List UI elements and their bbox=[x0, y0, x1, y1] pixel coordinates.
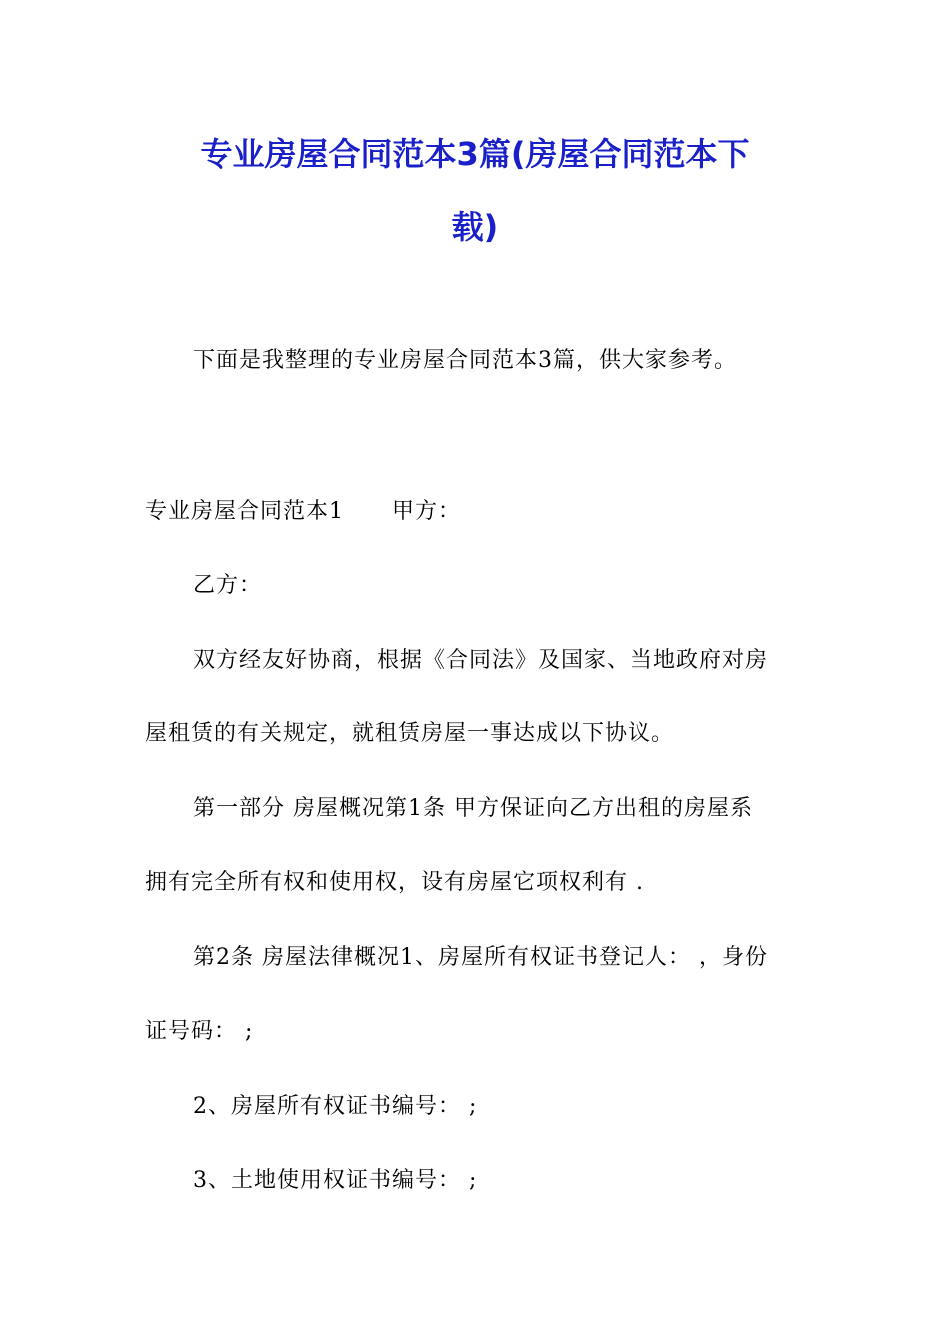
paragraph-1-line-1: 双方经友好协商，根据《合同法》及国家、当地政府对房 bbox=[193, 648, 769, 673]
party-b-label: 乙方： bbox=[193, 573, 263, 598]
section-heading-row bbox=[145, 497, 461, 527]
document-title-line-2: 载) bbox=[451, 208, 499, 246]
paragraph-3-line-2: 证号码： ; bbox=[145, 1019, 254, 1044]
intro-text: 下面是我整理的专业房屋合同范本3篇，供大家参考。 bbox=[193, 348, 737, 373]
document-title-line-1: 专业房屋合同范本3篇(房屋合同范本下 bbox=[200, 135, 750, 173]
paragraph-2-line-1: 第一部分 房屋概况第1条 甲方保证向乙方出租的房屋系 bbox=[193, 796, 753, 821]
list-item-3: 3、土地使用权证书编号： ; bbox=[193, 1168, 478, 1193]
list-item-2: 2、房屋所有权证书编号： ; bbox=[193, 1094, 478, 1119]
paragraph-2-line-2: 拥有完全所有权和使用权，设有房屋它项权利有 . bbox=[145, 870, 644, 895]
section-heading: 专业房屋合同范本1 bbox=[145, 499, 344, 524]
party-a-label: 甲方： bbox=[392, 499, 462, 524]
paragraph-1-line-2: 屋租赁的有关规定，就租赁房屋一事达成以下协议。 bbox=[145, 721, 675, 746]
paragraph-3-line-1: 第2条 房屋法律概况1、房屋所有权证书登记人： ，身份 bbox=[193, 945, 768, 970]
